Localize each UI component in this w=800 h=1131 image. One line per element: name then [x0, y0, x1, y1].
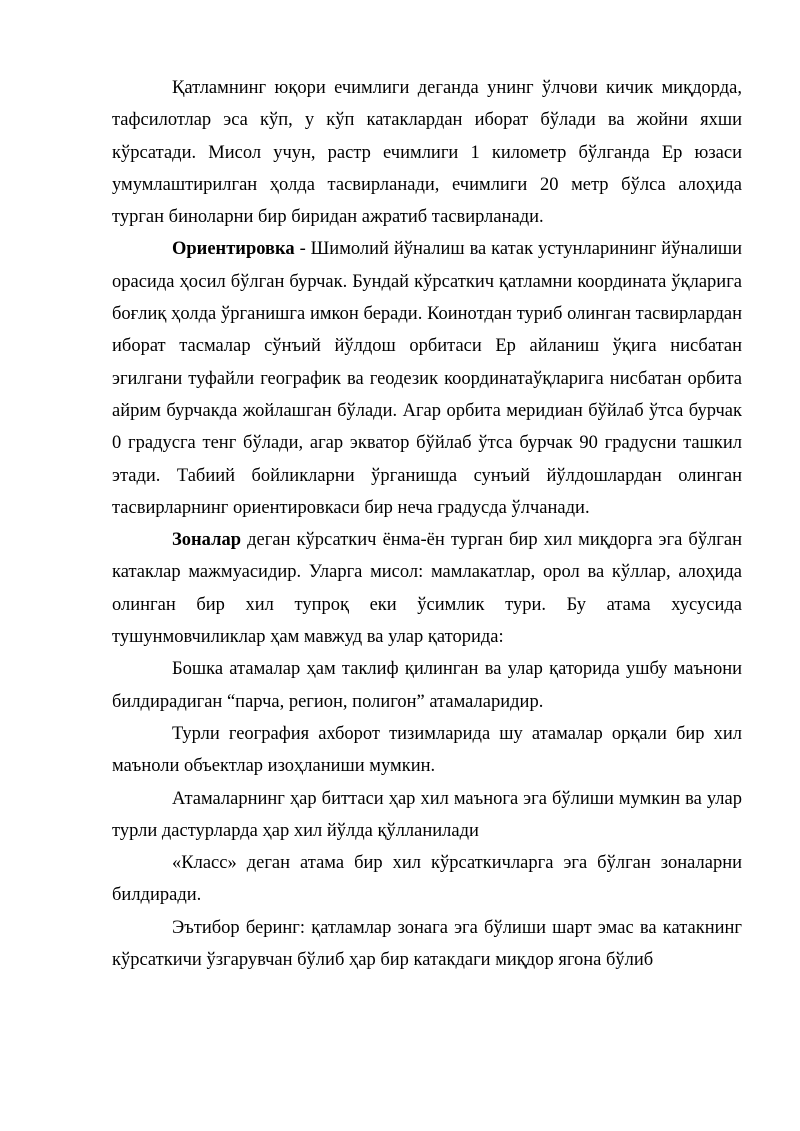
paragraph-text: Бошка атамалар ҳам таклиф қилинган ва улар қаторида ушбу маънони билдирадиган “парча, регион, полигон” атамаларидир. — [112, 659, 742, 712]
paragraph-other-terms — [112, 653, 742, 718]
paragraph-orientation — [112, 233, 742, 524]
paragraph-text: Турли география ахборот тизимларида шу атамалар орқали бир хил маъноли объектлар изоҳланиши мумкин. — [112, 723, 742, 777]
paragraph-term-meanings — [112, 783, 742, 848]
paragraph-text: деган кўрсаткич ёнма-ён турган бир хил миқдорга эга бўлган катаклар мажмуасидир. Уларга мисол: мамлакатлар, орол ва кўллар, алоҳида олинган бир хил тупроқ еки ўсимлик тури. Бу атама хусусида тушунмовчиликлар ҳам мавжуд ва улар қаторида: — [112, 530, 742, 648]
document-page — [112, 72, 742, 976]
paragraph-text: Қатламнинг юқори ечимлиги деганда унинг ўлчови кичик миқдорда, тафсилотлар эса кўп, у кўп катаклардан иборат бўлади ва жойни яхши кўрсатади. Мисол учун, растр ечимлиги 1 километр бўлганда Ер юзаси умумлаштирилган ҳолда тасвирланади, ечимлиги 20 метр бўлса алоҳида турган биноларни бир биридан ажратиб тасвирланади. — [112, 78, 742, 228]
paragraph-gis-systems — [112, 718, 742, 783]
paragraph-text: «Класс» деган атама бир хил кўрсаткичларга эга бўлган зоналарни билдиради. — [112, 853, 742, 906]
paragraph-class — [112, 847, 742, 912]
term-zones: Зоналар — [172, 530, 242, 551]
term-orientation: Ориентировка — [172, 239, 295, 260]
paragraph-text: Эътибор беринг: қатламлар зонага эга бўлиши шарт эмас ва катакнинг кўрсаткичи ўзгарувчан бўлиб ҳар бир катакдаги миқдор ягона бўлиб — [112, 917, 742, 971]
paragraph-attention — [112, 912, 742, 977]
paragraph-resolution — [112, 72, 742, 233]
paragraph-zones — [112, 524, 742, 653]
paragraph-text: - Шимолий йўналиш ва катак устунларининг йўналиши орасида ҳосил бўлган бурчак. Бундай кўрсаткич қатламни координата ўқларига боғлиқ ҳолда ўрганишга имкон беради. Коинотдан туриб олинган тасвирлардан иборат тасмалар сўнъий йўлдош орбитаси Ер айланиш ўқига нисбатан эгилгани туфайли географик ва геодезик координатаўқларига нисбатан орбита айрим бурчакда жойлашган бўлади. Агар орбита меридиан бўйлаб ўтса бурчак 0 градусга тенг бўлади, агар экватор бўйлаб ўтса бурчак 90 градусни ташкил этади. Табиий бойликларни ўрганишда сунъий йўлдошлардан олинган тасвирларнинг ориентировкаси бир неча градусда ўлчанади. — [112, 239, 742, 518]
paragraph-text: Атамаларнинг ҳар биттаси ҳар хил маънога эга бўлиши мумкин ва улар турли дастурларда ҳар хил йўлда қўлланилади — [112, 788, 742, 841]
